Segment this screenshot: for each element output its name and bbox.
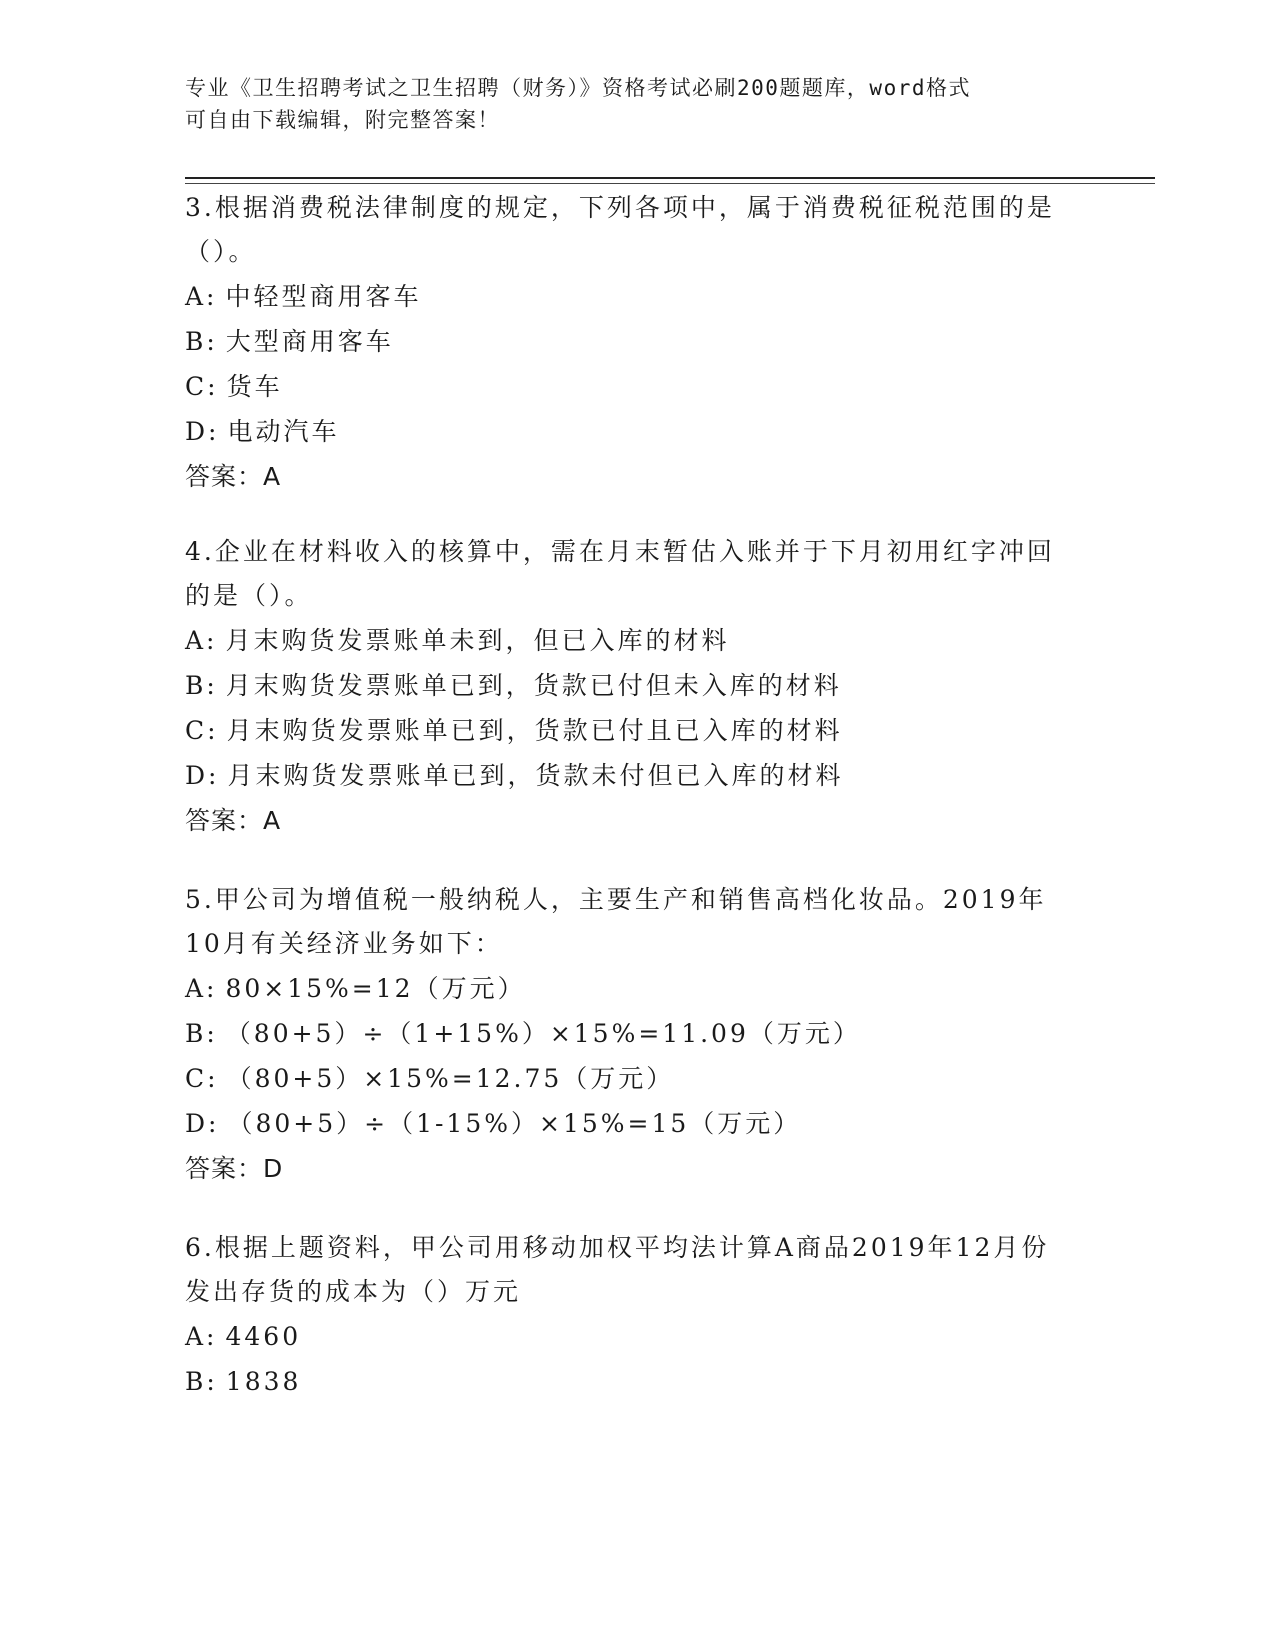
question-stem: 3.根据消费税法律制度的规定，下列各项中，属于消费税征税范围的是（）。 [185, 193, 1055, 266]
option-a [185, 618, 1065, 663]
option-letter: B: [185, 327, 218, 356]
option-b [185, 663, 1065, 708]
option-letter: B: [185, 1019, 218, 1048]
option-letter: D: [185, 417, 220, 446]
option-b [185, 1011, 1065, 1056]
question-4 [185, 530, 1065, 843]
option-text: （80+5）÷（1-15%）×15%=15（万元） [227, 1109, 802, 1138]
option-text: （80+5）÷（1+15%）×15%=11.09（万元） [225, 1019, 861, 1048]
option-a [185, 274, 1065, 319]
option-text: 中轻型商用客车 [225, 282, 422, 311]
option-text: 月末购货发票账单已到，货款未付但已入库的材料 [227, 761, 844, 790]
option-text: 1838 [225, 1367, 302, 1396]
option-b [185, 319, 1065, 364]
option-text: 月末购货发票账单已到，货款已付但未入库的材料 [225, 671, 842, 700]
option-d [185, 409, 1065, 454]
option-letter: C: [185, 716, 219, 745]
question-3 [185, 186, 1065, 499]
document-header [185, 72, 1065, 136]
answer-line: 答案：D [185, 1154, 284, 1183]
option-c [185, 364, 1065, 409]
option-c [185, 1056, 1065, 1101]
option-letter: B: [185, 671, 218, 700]
question-stem: 6.根据上题资料，甲公司用移动加权平均法计算A商品2019年12月份发出存货的成本为（）万元 [185, 1233, 1050, 1306]
option-text: 电动汽车 [227, 417, 340, 446]
option-text: 月末购货发票账单未到，但已入库的材料 [225, 626, 730, 655]
answer-line: 答案：A [185, 806, 282, 835]
option-letter: C: [185, 1064, 219, 1093]
option-d [185, 1101, 1065, 1146]
option-text: 4460 [225, 1322, 302, 1351]
header-line-2: 可自由下载编辑，附完整答案！ [185, 108, 500, 132]
option-b [185, 1359, 1065, 1404]
option-a [185, 966, 1065, 1011]
option-letter: A: [185, 974, 218, 1003]
answer-line: 答案：A [185, 462, 282, 491]
option-letter: C: [185, 372, 219, 401]
option-text: 月末购货发票账单已到，货款已付且已入库的材料 [226, 716, 843, 745]
option-letter: A: [185, 626, 218, 655]
option-letter: D: [185, 761, 220, 790]
question-6 [185, 1226, 1065, 1404]
option-letter: D: [185, 1109, 220, 1138]
option-text: （80+5）×15%=12.75（万元） [226, 1064, 675, 1093]
option-text: 80×15%=12（万元） [225, 974, 526, 1003]
option-a [185, 1314, 1065, 1359]
option-letter: A: [185, 1322, 218, 1351]
option-c [185, 708, 1065, 753]
option-text: 货车 [226, 372, 283, 401]
option-text: 大型商用客车 [225, 327, 394, 356]
option-letter: A: [185, 282, 218, 311]
question-5 [185, 878, 1065, 1191]
option-d [185, 753, 1065, 798]
question-stem: 4.企业在材料收入的核算中，需在月末暂估入账并于下月初用红字冲回的是（）。 [185, 537, 1055, 610]
question-stem: 5.甲公司为增值税一般纳税人，主要生产和销售高档化妆品。2019年10月有关经济业务如下： [185, 885, 1047, 958]
option-letter: B: [185, 1367, 218, 1396]
header-line-1: 专业《卫生招聘考试之卫生招聘（财务）》资格考试必刷200题题库，word格式 [185, 76, 971, 100]
header-divider-thick [185, 177, 1155, 179]
header-divider-thin [185, 183, 1155, 184]
